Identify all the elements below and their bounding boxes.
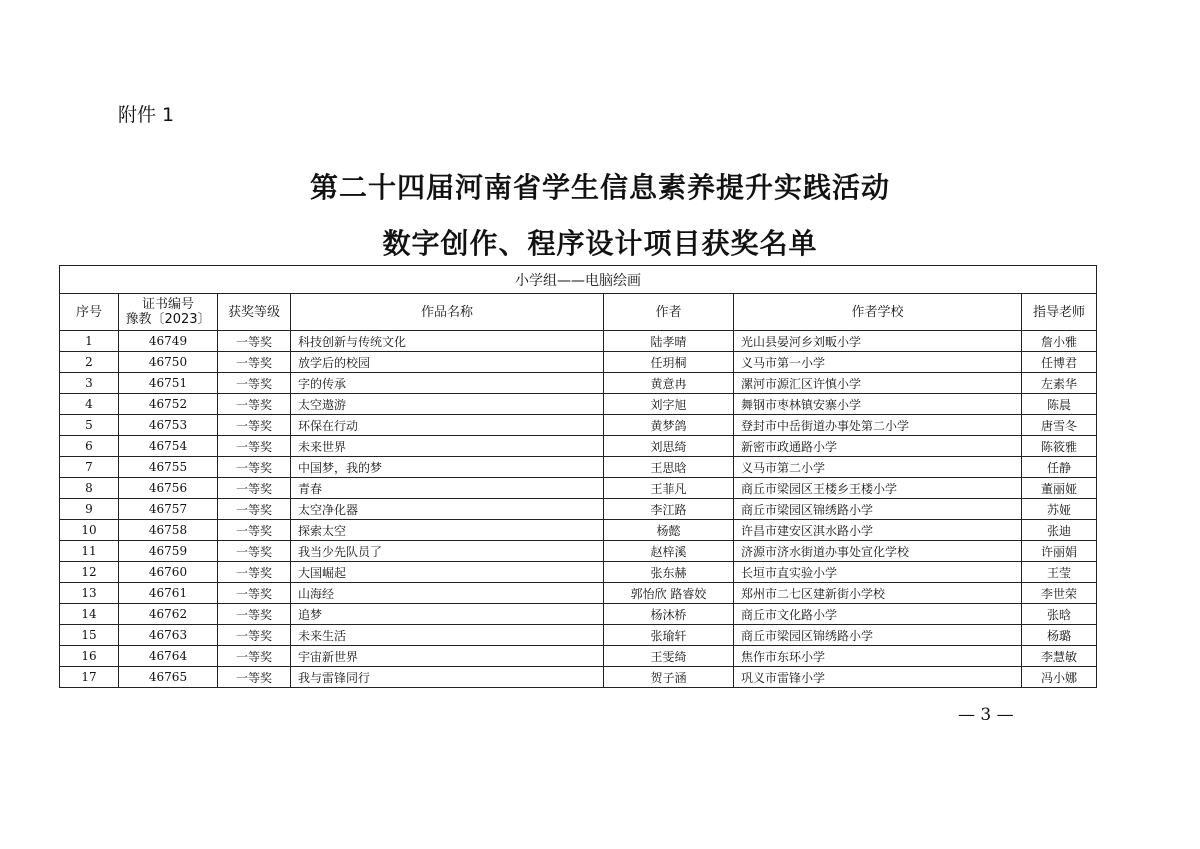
table-row <box>60 478 1097 499</box>
cell-seq: 10 <box>60 520 119 541</box>
cell-work: 太空遨游 <box>291 394 604 415</box>
document-title: 第二十四届河南省学生信息素养提升实践活动 <box>309 171 890 204</box>
cell-seq: 11 <box>60 541 119 562</box>
cell-award: 一等奖 <box>218 457 291 478</box>
cell-school: 郑州市二七区建新街小学校 <box>734 583 1022 604</box>
cell-teacher: 左素华 <box>1022 373 1097 394</box>
cell-teacher: 张迪 <box>1022 520 1097 541</box>
cell-cert: 46751 <box>119 373 218 394</box>
cell-school: 商丘市梁园区王楼乡王楼小学 <box>734 478 1022 499</box>
cell-award: 一等奖 <box>218 373 291 394</box>
cell-school: 义马市第一小学 <box>734 352 1022 373</box>
cell-teacher: 李慧敏 <box>1022 646 1097 667</box>
awards-table <box>59 265 1097 688</box>
cell-author: 杨懿 <box>604 520 734 541</box>
cell-seq: 7 <box>60 457 119 478</box>
cell-seq: 16 <box>60 646 119 667</box>
header-cert <box>119 294 218 331</box>
table-row <box>60 583 1097 604</box>
cell-cert: 46752 <box>119 394 218 415</box>
cell-seq: 2 <box>60 352 119 373</box>
table-row <box>60 331 1097 352</box>
cell-teacher: 王莹 <box>1022 562 1097 583</box>
cell-school: 许昌市建安区淇水路小学 <box>734 520 1022 541</box>
header-author: 作者 <box>604 294 734 331</box>
cell-seq: 9 <box>60 499 119 520</box>
cell-work: 追梦 <box>291 604 604 625</box>
cell-seq: 8 <box>60 478 119 499</box>
cell-school: 商丘市文化路小学 <box>734 604 1022 625</box>
cell-author: 张瑜轩 <box>604 625 734 646</box>
cell-cert: 46759 <box>119 541 218 562</box>
cell-cert: 46760 <box>119 562 218 583</box>
cell-award: 一等奖 <box>218 436 291 457</box>
table-row <box>60 457 1097 478</box>
header-school: 作者学校 <box>734 294 1022 331</box>
cell-author: 王雯绮 <box>604 646 734 667</box>
header-award: 获奖等级 <box>218 294 291 331</box>
cell-award: 一等奖 <box>218 478 291 499</box>
cell-cert: 46763 <box>119 625 218 646</box>
cell-award: 一等奖 <box>218 667 291 688</box>
cell-work: 字的传承 <box>291 373 604 394</box>
header-work: 作品名称 <box>291 294 604 331</box>
cell-seq: 15 <box>60 625 119 646</box>
cell-author: 刘字旭 <box>604 394 734 415</box>
page-number: — 3 — <box>958 705 1014 725</box>
cell-seq: 12 <box>60 562 119 583</box>
cell-author: 张东赫 <box>604 562 734 583</box>
cell-author: 刘思绮 <box>604 436 734 457</box>
cell-seq: 6 <box>60 436 119 457</box>
cell-award: 一等奖 <box>218 583 291 604</box>
cell-author: 王菲凡 <box>604 478 734 499</box>
table-row <box>60 373 1097 394</box>
cell-author: 赵梓溪 <box>604 541 734 562</box>
cell-author: 贺子涵 <box>604 667 734 688</box>
cell-school: 漯河市源汇区许慎小学 <box>734 373 1022 394</box>
cell-seq: 4 <box>60 394 119 415</box>
cell-award: 一等奖 <box>218 394 291 415</box>
cell-school: 新密市政通路小学 <box>734 436 1022 457</box>
cell-work: 探索太空 <box>291 520 604 541</box>
cell-author: 郭怡欣 路睿姣 <box>604 583 734 604</box>
cell-school: 登封市中岳街道办事处第二小学 <box>734 415 1022 436</box>
cell-teacher: 许丽娟 <box>1022 541 1097 562</box>
cell-work: 青春 <box>291 478 604 499</box>
cell-teacher: 董丽娅 <box>1022 478 1097 499</box>
cell-school: 济源市济水街道办事处宣化学校 <box>734 541 1022 562</box>
cell-work: 宇宙新世界 <box>291 646 604 667</box>
header-seq: 序号 <box>60 294 119 331</box>
cell-teacher: 詹小雅 <box>1022 331 1097 352</box>
cell-author: 李江路 <box>604 499 734 520</box>
cell-cert: 46764 <box>119 646 218 667</box>
table-row <box>60 436 1097 457</box>
cell-school: 商丘市梁园区锦绣路小学 <box>734 625 1022 646</box>
cell-work: 放学后的校园 <box>291 352 604 373</box>
cell-award: 一等奖 <box>218 415 291 436</box>
cell-teacher: 陈筱雅 <box>1022 436 1097 457</box>
cell-cert: 46758 <box>119 520 218 541</box>
cell-award: 一等奖 <box>218 625 291 646</box>
table-row <box>60 667 1097 688</box>
cell-school: 巩义市雷锋小学 <box>734 667 1022 688</box>
cell-school: 长垣市直实验小学 <box>734 562 1022 583</box>
cell-author: 陆孝晴 <box>604 331 734 352</box>
table-row <box>60 625 1097 646</box>
cell-teacher: 唐雪冬 <box>1022 415 1097 436</box>
header-teacher: 指导老师 <box>1022 294 1097 331</box>
cell-cert: 46753 <box>119 415 218 436</box>
cell-seq: 14 <box>60 604 119 625</box>
cell-award: 一等奖 <box>218 646 291 667</box>
cell-seq: 17 <box>60 667 119 688</box>
cell-work: 科技创新与传统文化 <box>291 331 604 352</box>
cell-school: 焦作市东环小学 <box>734 646 1022 667</box>
cell-author: 杨沐桥 <box>604 604 734 625</box>
cell-work: 中国梦，我的梦 <box>291 457 604 478</box>
cell-author: 任玥桐 <box>604 352 734 373</box>
cell-work: 山海经 <box>291 583 604 604</box>
cell-award: 一等奖 <box>218 499 291 520</box>
table-row <box>60 499 1097 520</box>
table-row <box>60 646 1097 667</box>
cell-teacher: 杨璐 <box>1022 625 1097 646</box>
table-row <box>60 541 1097 562</box>
table-row <box>60 604 1097 625</box>
cell-work: 我当少先队员了 <box>291 541 604 562</box>
cell-work: 我与雷锋同行 <box>291 667 604 688</box>
cell-seq: 1 <box>60 331 119 352</box>
cell-school: 义马市第二小学 <box>734 457 1022 478</box>
cell-cert: 46755 <box>119 457 218 478</box>
cell-school: 光山县晏河乡刘畈小学 <box>734 331 1022 352</box>
cell-seq: 3 <box>60 373 119 394</box>
cell-cert: 46757 <box>119 499 218 520</box>
cell-school: 舞钢市枣林镇安寨小学 <box>734 394 1022 415</box>
cell-work: 大国崛起 <box>291 562 604 583</box>
cell-author: 黄意冉 <box>604 373 734 394</box>
cell-cert: 46749 <box>119 331 218 352</box>
cell-teacher: 陈晨 <box>1022 394 1097 415</box>
cell-cert: 46762 <box>119 604 218 625</box>
table-row <box>60 520 1097 541</box>
document-subtitle: 数字创作、程序设计项目获奖名单 <box>382 227 818 260</box>
cell-teacher: 苏娅 <box>1022 499 1097 520</box>
header-cert-line2: 豫教〔2023〕 <box>125 312 211 327</box>
cell-author: 王思晗 <box>604 457 734 478</box>
cell-cert: 46765 <box>119 667 218 688</box>
cell-seq: 13 <box>60 583 119 604</box>
cell-work: 环保在行动 <box>291 415 604 436</box>
header-cert-line1: 证书编号 <box>141 297 194 312</box>
group-heading: 小学组——电脑绘画 <box>60 266 1097 294</box>
table-row <box>60 352 1097 373</box>
cell-award: 一等奖 <box>218 604 291 625</box>
cell-award: 一等奖 <box>218 352 291 373</box>
cell-work: 未来世界 <box>291 436 604 457</box>
cell-teacher: 张晗 <box>1022 604 1097 625</box>
cell-work: 太空净化器 <box>291 499 604 520</box>
table-row <box>60 415 1097 436</box>
cell-cert: 46761 <box>119 583 218 604</box>
table-row <box>60 394 1097 415</box>
cell-work: 未来生活 <box>291 625 604 646</box>
attachment-label: 附件 1 <box>118 104 175 126</box>
cell-teacher: 任静 <box>1022 457 1097 478</box>
cell-cert: 46756 <box>119 478 218 499</box>
cell-award: 一等奖 <box>218 562 291 583</box>
cell-author: 黄梦鸽 <box>604 415 734 436</box>
cell-school: 商丘市梁园区锦绣路小学 <box>734 499 1022 520</box>
cell-teacher: 冯小娜 <box>1022 667 1097 688</box>
cell-cert: 46754 <box>119 436 218 457</box>
cell-award: 一等奖 <box>218 331 291 352</box>
cell-award: 一等奖 <box>218 520 291 541</box>
cell-seq: 5 <box>60 415 119 436</box>
table-body <box>60 331 1097 688</box>
table-row <box>60 562 1097 583</box>
cell-teacher: 李世荣 <box>1022 583 1097 604</box>
cell-teacher: 任博君 <box>1022 352 1097 373</box>
cell-award: 一等奖 <box>218 541 291 562</box>
cell-cert: 46750 <box>119 352 218 373</box>
